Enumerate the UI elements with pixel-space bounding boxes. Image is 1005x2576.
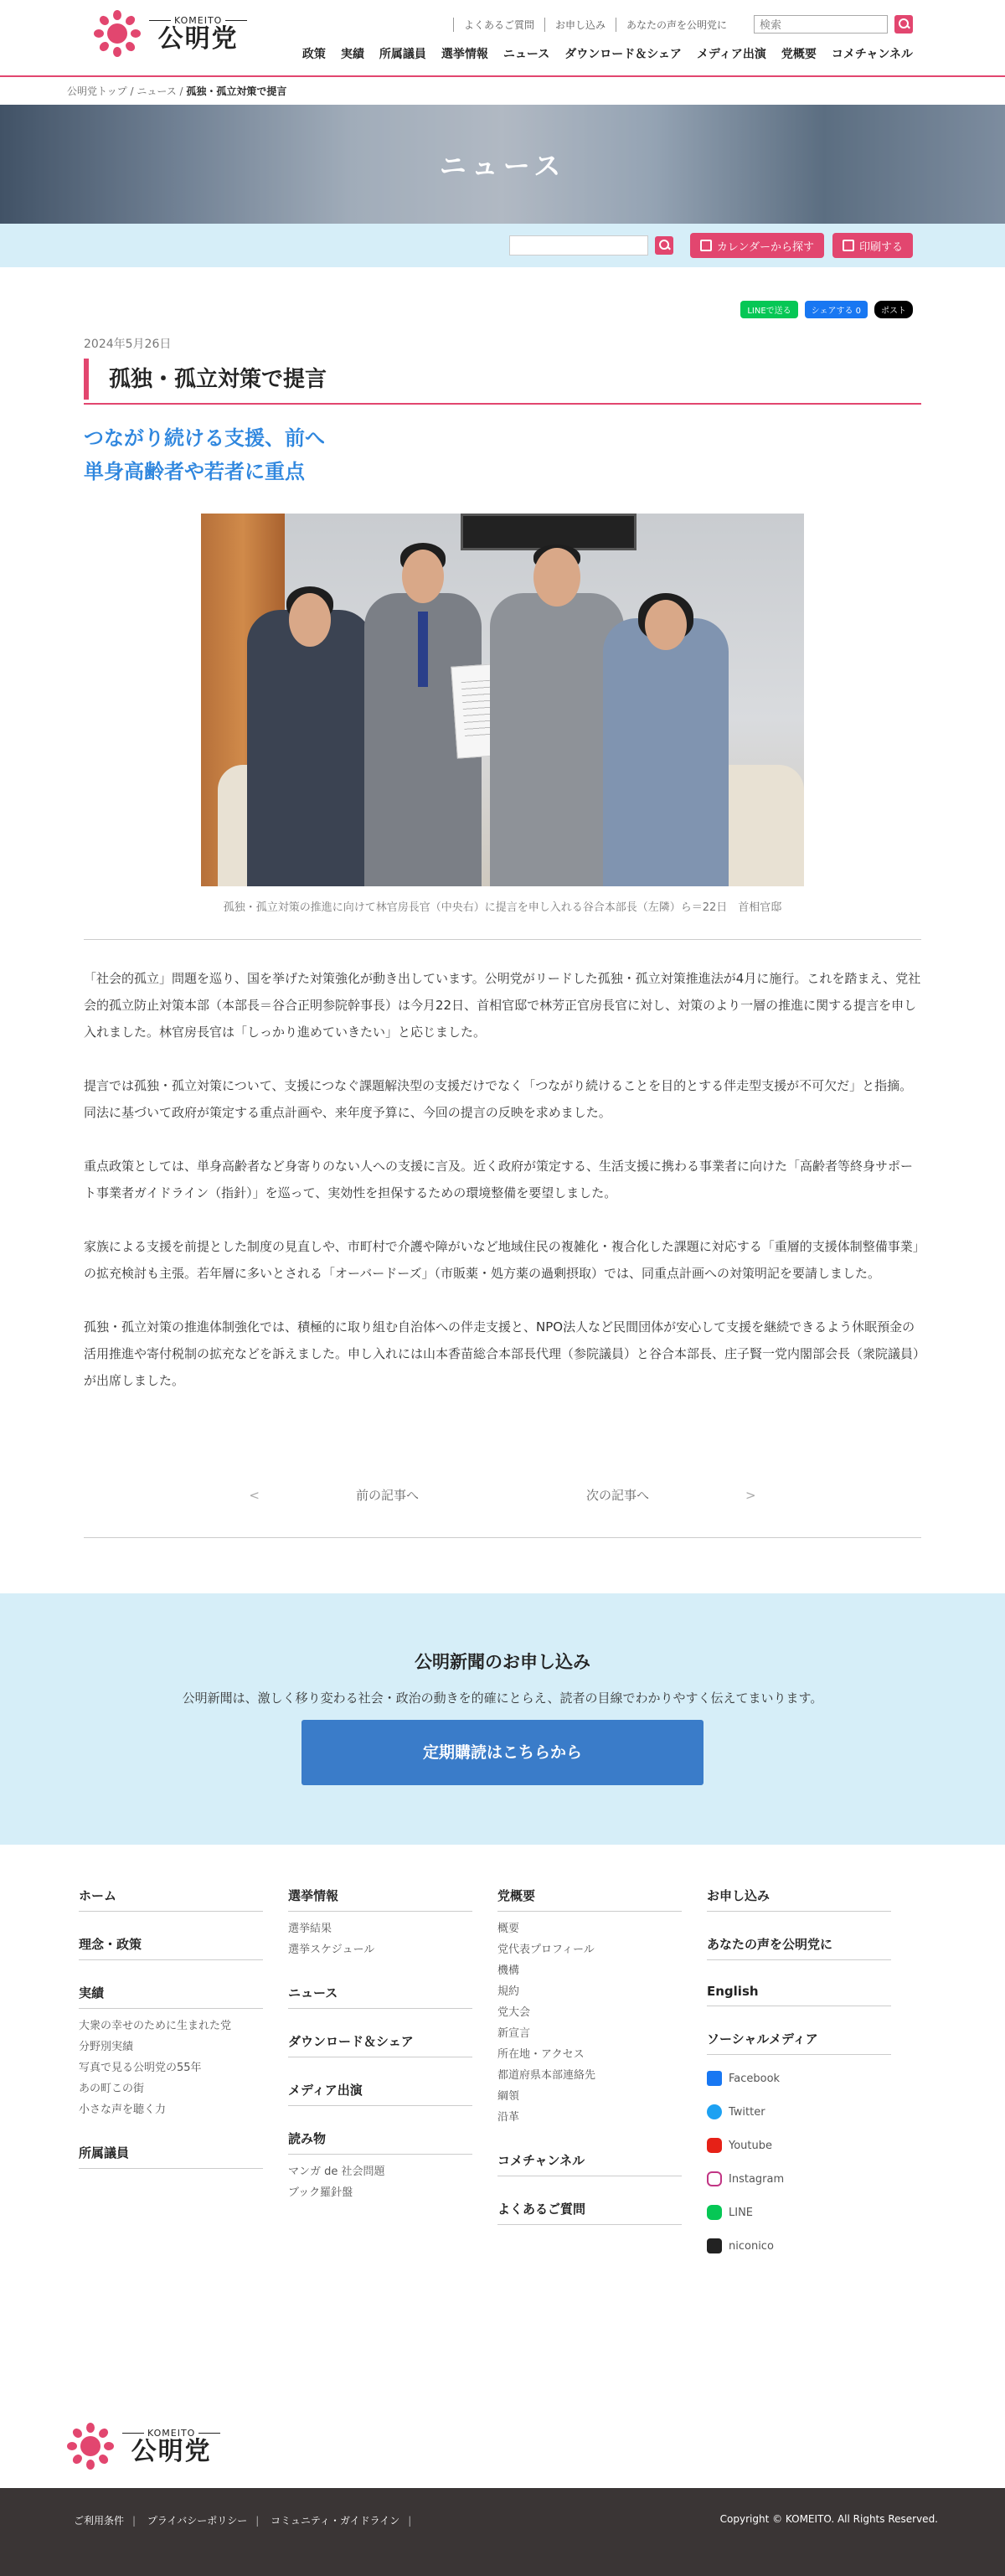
privacy-link[interactable]: プライバシーポリシー (147, 2515, 248, 2527)
youtube-link[interactable]: Youtube (707, 2129, 916, 2162)
gnav-policy[interactable]: 政策 (302, 48, 326, 61)
gnav-results[interactable]: 実績 (340, 48, 364, 61)
footer-faq[interactable]: よくあるご質問 (497, 2200, 682, 2225)
article-toolbar (0, 224, 1005, 267)
footer-link[interactable]: 所在地・アクセス (497, 2048, 585, 2061)
x-post-button[interactable]: ポスト (874, 301, 913, 318)
instagram-link[interactable]: Instagram (707, 2162, 916, 2196)
footer-members[interactable]: 所属議員 (79, 2144, 263, 2169)
footer-results[interactable]: 実績 (79, 1984, 263, 2009)
footer-link[interactable]: あの町この街 (79, 2083, 145, 2095)
gnav-channel[interactable]: コメチャンネル (831, 48, 913, 61)
instagram-icon (707, 2171, 722, 2186)
footer-news[interactable]: ニュース (288, 1984, 472, 2009)
footer-nav (0, 1845, 1005, 2286)
youtube-icon (707, 2138, 722, 2153)
sun-logo-icon (92, 8, 142, 59)
site-logo[interactable] (92, 8, 250, 59)
divider (84, 1537, 921, 1538)
terms-link[interactable]: ご利用条件 (74, 2515, 125, 2527)
paragraph: 孤独・孤立対策の推進体制強化では、積極的に取り組む自治体への伴走支援と、NPO法人など民間団体が安心して支援を継続できるよう休眠預金の活用推進や寄付税制の拡充などを訴えました。申し入れには山本香苗総合本部長代理（参院議員）と谷合本部長、庄子賢一党内閣部会長（衆院議員）が出席しました。 (84, 1319, 920, 1388)
footer-link[interactable]: 党代表プロフィール (497, 1944, 595, 1956)
gnav-media[interactable]: メディア出演 (696, 48, 766, 61)
breadcrumb-news[interactable]: ニュース (137, 85, 177, 97)
footer-link[interactable]: 都道府県本部連絡先 (497, 2069, 596, 2082)
line-share-button[interactable]: LINEで送る (740, 301, 797, 318)
photo-caption: 孤独・孤立対策の推進に向けて林官房長官（中央右）に提言を申し入れる谷合本部長（左隣）ら＝22日 首相官邸 (223, 901, 782, 914)
article-pager (84, 1486, 921, 1504)
footer-col-3 (497, 1887, 707, 2286)
divider (84, 939, 921, 940)
line-link[interactable]: LINE (707, 2196, 916, 2229)
gnav-about[interactable]: 党概要 (781, 48, 817, 61)
logo-jp: 公明党 (157, 23, 239, 54)
title-underline (84, 403, 921, 405)
site-header (0, 0, 1005, 77)
footer-social: ソーシャルメディア (707, 2030, 891, 2055)
article-photo (201, 514, 804, 886)
footer-philosophy[interactable]: 理念・政策 (79, 1935, 263, 1960)
header-search-button[interactable] (894, 15, 913, 34)
footer-link[interactable]: 概要 (497, 1923, 520, 1935)
twitter-link[interactable]: Twitter (707, 2095, 916, 2129)
footer-read[interactable]: 読み物 (288, 2129, 472, 2155)
toolbar-search-input[interactable] (509, 235, 648, 256)
util-link-apply[interactable]: お申し込み (544, 18, 616, 32)
footer-link[interactable]: 分野別実績 (79, 2041, 134, 2053)
logo-jp: 公明党 (131, 2436, 212, 2466)
subtitle-line-1: つながり続ける支援、前へ (84, 426, 325, 450)
footer-link[interactable]: 選挙結果 (288, 1923, 332, 1935)
global-nav (287, 45, 913, 62)
sun-logo-icon (65, 2421, 116, 2471)
footer-election[interactable]: 選挙情報 (288, 1887, 472, 1912)
gnav-news[interactable]: ニュース (502, 48, 550, 61)
footer-channel[interactable]: コメチャンネル (497, 2151, 682, 2176)
gnav-download[interactable]: ダウンロード＆シェア (564, 48, 682, 61)
article (0, 335, 1005, 1504)
separator: | (255, 2515, 260, 2527)
community-guideline-link[interactable]: コミュニティ・ガイドライン (271, 2515, 400, 2527)
paragraph: 「社会的孤立」問題を巡り、国を挙げた対策強化が動き出しています。公明党がリードした孤独・孤立対策推進法が4月に施行。これを踏まえ、党社会的孤立防止対策本部（本部長＝谷合正明参院幹事長）は今月22日、首相官邸で林芳正官房長官に対し、対策のより一層の推進に関する提言を申し入れました。林官房長官は「しっかり進めていきたい」と応じました。 (84, 971, 921, 1040)
facebook-share-button[interactable]: シェアする 0 (805, 301, 868, 318)
copyright-bar (0, 2488, 1005, 2576)
share-buttons (0, 267, 1005, 318)
article-title: 孤独・孤立対策で提言 (84, 359, 921, 400)
utility-nav (453, 15, 913, 34)
util-link-faq[interactable]: よくあるご質問 (453, 18, 544, 32)
footer-home[interactable]: ホーム (79, 1887, 263, 1912)
footer-download[interactable]: ダウンロード＆シェア (288, 2032, 472, 2057)
copyright-text: Copyright © KOMEITO. All Rights Reserved. (719, 2513, 938, 2525)
niconico-link[interactable]: niconico (707, 2229, 916, 2263)
breadcrumb-home[interactable]: 公明党トップ (67, 85, 127, 97)
footer-english[interactable]: English (707, 1984, 891, 2006)
subscribe-title: 公明新聞のお申し込み (415, 1652, 590, 1672)
footer-link[interactable]: 大衆の幸せのために生まれた党 (79, 2020, 232, 2032)
footer-logo[interactable] (65, 2421, 224, 2471)
logo-en: KOMEITO (119, 2428, 224, 2439)
calendar-button[interactable]: カレンダーから探す (690, 233, 824, 258)
facebook-link[interactable]: Facebook (707, 2062, 916, 2095)
footer-link[interactable]: 新宣言 (497, 2027, 531, 2040)
separator: | (132, 2515, 137, 2527)
footer-link[interactable]: ブック羅針盤 (288, 2186, 353, 2199)
footer-link[interactable]: 写真で見る公明党の55年 (79, 2062, 202, 2074)
footer-link[interactable]: 選挙スケジュール (288, 1944, 375, 1956)
util-link-voice[interactable]: あなたの声を公明党に (616, 18, 737, 32)
breadcrumb-current: 孤独・孤立対策で提言 (186, 85, 287, 97)
page-title: ニュース (439, 150, 566, 182)
subscribe-desc: 公明新聞は、激しく移り変わる社会・政治の動きを的確にとらえ、読者の目線でわかりやすく伝えてまいります。 (182, 1691, 823, 1706)
article-date: 2024年5月26日 (84, 338, 172, 351)
separator: | (408, 2515, 412, 2527)
article-subtitle (84, 421, 921, 488)
article-body (84, 965, 921, 1394)
gnav-election[interactable]: 選挙情報 (441, 48, 488, 61)
print-button[interactable]: 印刷する (832, 233, 913, 258)
footer-col-4 (707, 1887, 916, 2286)
footer-col-1 (79, 1887, 288, 2286)
footer-link[interactable]: 党大会 (497, 2006, 531, 2019)
paragraph: 提言では孤独・孤立対策について、支援につなぐ課題解決型の支援だけでなく「つながり続けることを目的とする伴走型支援が不可欠だ」と指摘。同法に基づいて政府が策定する重点計画や、来年度予算に、今回の提言の反映を求めました。 (84, 1078, 913, 1120)
footer-link[interactable]: 綱領 (497, 2090, 520, 2103)
logo-en: KOMEITO (146, 15, 250, 26)
gnav-members[interactable]: 所属議員 (379, 48, 426, 61)
paragraph: 家族による支援を前提とした制度の見直しや、市町村で介護や障がいなど地域住民の複雑化・複合化した課題に対応する「重層的支援体制整備事業」の拡充検討も主張。若年層に多いとされる「オーバードーズ」（市販薬・処方薬の過剰摂取）では、同重点計画への対策明記を要請しました。 (84, 1239, 920, 1281)
facebook-icon (707, 2071, 722, 2086)
subscribe-section (0, 1593, 1005, 1845)
footer-voice[interactable]: あなたの声を公明党に (707, 1935, 891, 1960)
printer-icon (843, 240, 854, 251)
footer-link[interactable]: 小さな声を聴く力 (79, 2104, 167, 2116)
footer-col-2 (288, 1887, 497, 2286)
footer-link[interactable]: 沿革 (497, 2111, 520, 2124)
next-article-link[interactable]: 次の記事へ > (586, 1488, 756, 1503)
hero-banner (0, 105, 1005, 224)
footer-link[interactable]: マンガ de 社会問題 (288, 2166, 385, 2178)
twitter-icon (707, 2104, 722, 2119)
line-icon (707, 2205, 722, 2220)
footer-link[interactable]: 機構 (497, 1964, 520, 1977)
subtitle-line-2: 単身高齢者や若者に重点 (84, 460, 305, 483)
header-search-input[interactable] (754, 15, 888, 34)
footer-media[interactable]: メディア出演 (288, 2081, 472, 2106)
prev-article-link[interactable]: < 前の記事へ (249, 1488, 419, 1503)
toolbar-search-button[interactable] (655, 236, 673, 255)
footer-link[interactable]: 規約 (497, 1985, 520, 1998)
chevron-right-icon: > (745, 1488, 756, 1503)
paragraph: 重点政策としては、単身高齢者など身寄りのない人への支援に言及。近く政府が策定する、生活支援に携わる事業者に向けた「高齢者等終身サポート事業者ガイドライン（指針）」を巡って、実効性を担保するための環境整備を要望しました。 (84, 1159, 914, 1200)
chevron-left-icon: < (249, 1488, 260, 1503)
subscribe-button[interactable]: 定期購読はこちらから (302, 1720, 704, 1785)
breadcrumb: 公明党トップ / ニュース / 孤独・孤立対策で提言 (67, 85, 287, 97)
calendar-icon (700, 240, 712, 251)
niconico-icon (707, 2238, 722, 2253)
footer-about[interactable]: 党概要 (497, 1887, 682, 1912)
footer-apply[interactable]: お申し込み (707, 1887, 891, 1912)
